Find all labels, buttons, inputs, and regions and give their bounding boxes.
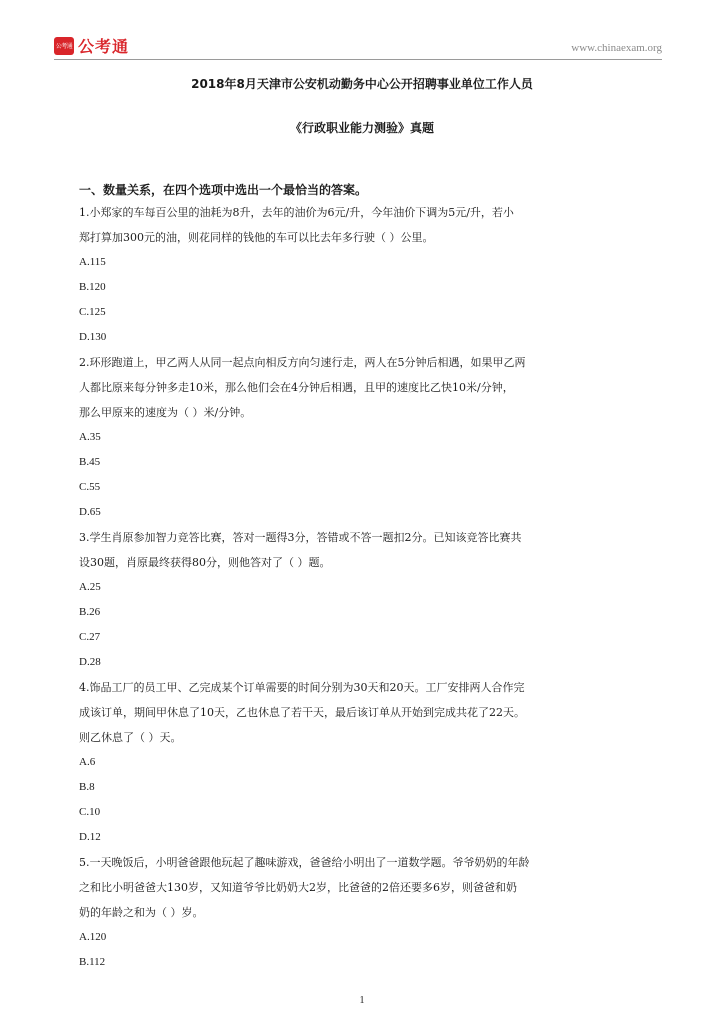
answer-option: A.6 <box>79 756 96 768</box>
answer-option: B.8 <box>79 781 95 793</box>
answer-option: D.65 <box>79 506 101 518</box>
answer-option: A.115 <box>79 256 106 268</box>
answer-option: B.120 <box>79 281 106 293</box>
answer-option: C.10 <box>79 806 101 818</box>
page-number: 1 <box>359 995 365 1006</box>
question <box>79 850 645 975</box>
answer-option: D.12 <box>79 831 101 843</box>
question-text-line: 则乙休息了（ ）天。 <box>79 731 182 744</box>
question-list <box>79 178 645 975</box>
question-text-line: 设30题，肖原最终获得80分，则他答对了（ ）题。 <box>79 556 331 569</box>
question-text-line: 那么甲原来的速度为（ ）米/分钟。 <box>79 406 252 419</box>
answer-option: C.125 <box>79 306 106 318</box>
question-text-line: 奶的年龄之和为（ ）岁。 <box>79 906 204 919</box>
answer-option: A.120 <box>79 931 107 943</box>
answer-option: D.130 <box>79 331 107 343</box>
answer-option: D.28 <box>79 656 101 668</box>
question-text-line: 人都比原来每分钟多走10米，那么他们会在4分钟后相遇，且甲的速度比乙快10米/分钟， <box>79 381 514 394</box>
question-text-line: 成该订单，期间甲休息了10天，乙也休息了若干天，最后该订单从开始到完成共花了22天。 <box>79 706 525 719</box>
question-text-line: 5.一天晚饭后，小明爸爸跟他玩起了趣味游戏，爸爸给小明出了一道数学题。爷爷奶奶的年龄 <box>79 856 530 869</box>
logo-badge: 公考通 <box>54 37 74 55</box>
question-text-line: 2.环形跑道上，甲乙两人从同一起点向相反方向匀速行走，两人在5分钟后相遇，如果甲乙两 <box>79 356 526 369</box>
answer-option: B.45 <box>79 456 101 468</box>
site-url: www.chinaexam.org <box>571 42 662 54</box>
logo <box>54 34 129 57</box>
question-text-line: 3.学生肖原参加智力竞答比赛，答对一题得3分，答错或不答一题扣2分。已知该竞答比赛共 <box>79 531 522 544</box>
question-text-line: 之和比小明爸爸大130岁，又知道爷爷比奶奶大2岁，比爸爸的2倍还要多6岁，则爸爸和奶 <box>79 881 517 894</box>
question <box>79 525 645 675</box>
section-heading: 一、数量关系，在四个选项中选出一个最恰当的答案。 <box>79 183 368 197</box>
document-title: 2018年8月天津市公安机动勤务中心公开招聘事业单位工作人员 <box>191 77 533 91</box>
header-divider <box>54 59 662 60</box>
question-text-line: 4.饰品工厂的员工甲、乙完成某个订单需要的时间分别为30天和20天。工厂安排两人合作完 <box>79 681 525 694</box>
answer-option: C.55 <box>79 481 101 493</box>
question <box>79 675 645 850</box>
answer-option: B.112 <box>79 956 106 968</box>
answer-option: A.25 <box>79 581 101 593</box>
question-text-line: 郑打算加300元的油，则花同样的钱他的车可以比去年多行驶（ ）公里。 <box>79 231 434 244</box>
question <box>79 200 645 350</box>
logo-text: 公考通 <box>78 37 130 56</box>
page-header <box>54 32 662 58</box>
question-text-line: 1.小郑家的车每百公里的油耗为8升，去年的油价为6元/升，今年油价下调为5元/升，若小 <box>79 206 514 219</box>
answer-option: A.35 <box>79 431 101 443</box>
answer-option: C.27 <box>79 631 101 643</box>
document-subtitle: 《行政职业能力测验》真题 <box>289 121 434 135</box>
question <box>79 350 645 525</box>
answer-option: B.26 <box>79 606 101 618</box>
